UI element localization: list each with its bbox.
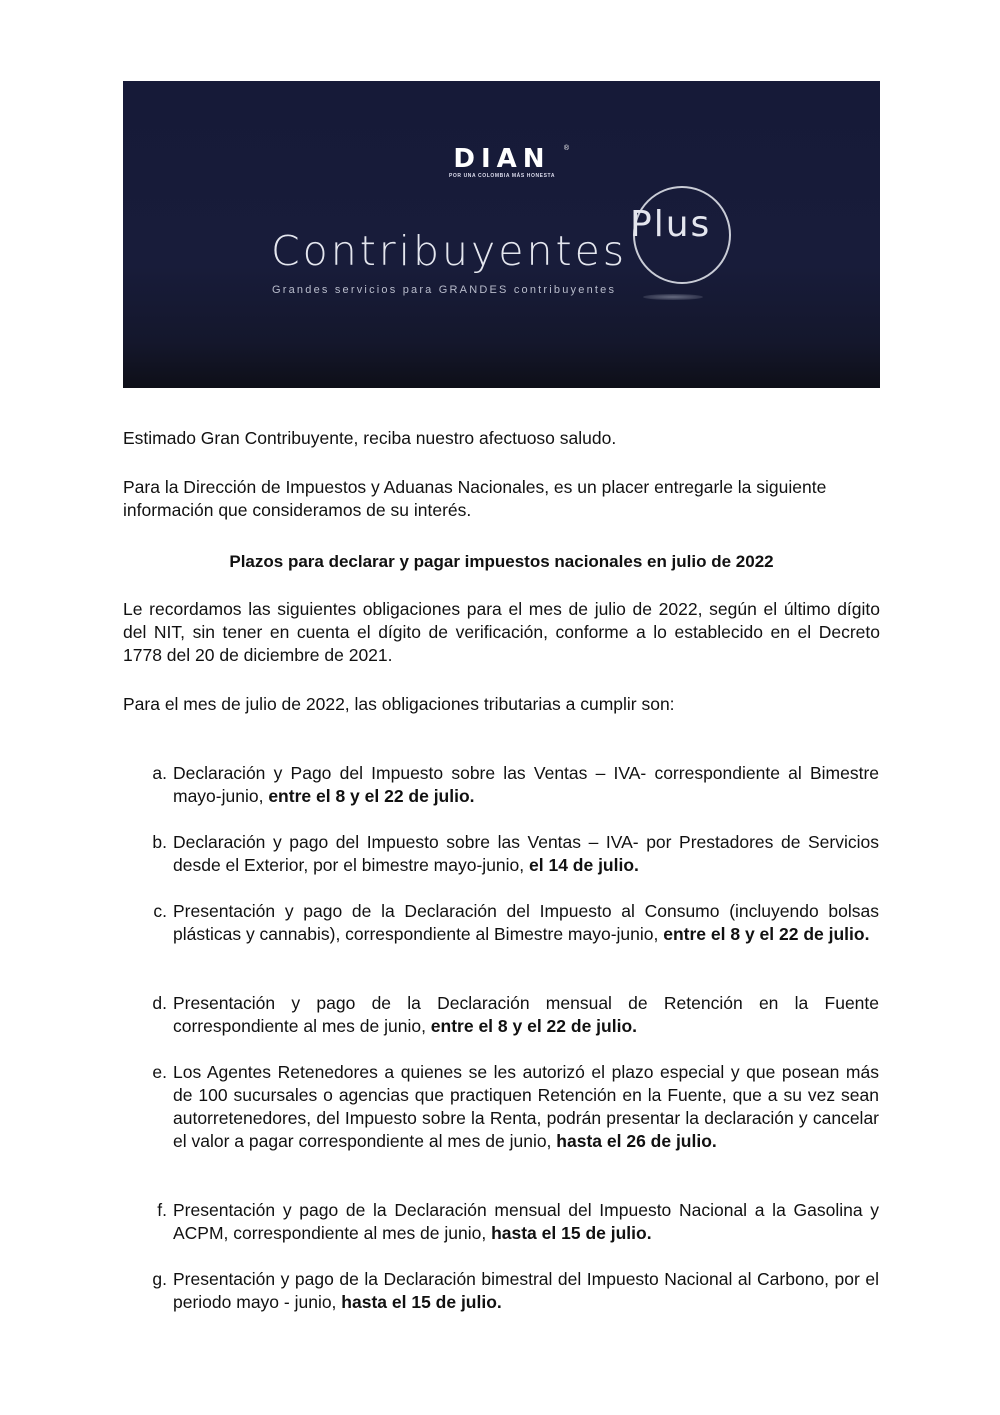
glow-decoration (643, 294, 703, 300)
dian-logo (439, 144, 569, 181)
list-item-d (152, 992, 879, 1038)
list-item-deadline: entre el 8 y el 22 de julio. (663, 924, 870, 944)
section-heading: Plazos para declarar y pagar impuestos nacionales en julio de 2022 (229, 552, 774, 571)
list-item-e (152, 1061, 879, 1153)
list-item-text: Los Agentes Retenedores a quienes se les autorizó el plazo especial y que posean más de 100 sucursales o agencias que practiquen Retención en la Fuente, que a su vez sean autorretenedores, del Impuesto sobre la Renta, podrán presentar la declaración y cancelar el valor a pagar correspondiente al mes de junio, (173, 1062, 879, 1151)
list-item-deadline: entre el 8 y el 22 de julio. (430, 1016, 637, 1036)
banner-title-plus: Plus (630, 204, 712, 245)
list-item-deadline: el 14 de julio. (529, 855, 639, 875)
greeting: Estimado Gran Contribuyente, reciba nuestro afectuoso saludo. (123, 428, 617, 448)
reminder-paragraph: Le recordamos las siguientes obligaciones para el mes de julio de 2022, según el último dígito del NIT, sin tener en cuenta el dígito de verificación, conforme a lo establecido en el Decreto 1778 del 20 de diciembre de 2021. (123, 599, 880, 665)
list-marker: d. (152, 993, 167, 1013)
list-marker: g. (152, 1269, 167, 1289)
list-item-a (152, 762, 879, 808)
list-item-c (153, 900, 879, 946)
banner-title: Contribuyentes (271, 227, 628, 275)
list-item-deadline: hasta el 15 de julio. (491, 1223, 652, 1243)
list-item-text: Presentación y pago de la Declaración del Impuesto al Consumo (incluyendo bolsas plásticas y cannabis), correspondiente al Bimestre mayo-junio, (173, 901, 879, 944)
list-item-text: Declaración y pago del Impuesto sobre las Ventas – IVA- por Prestadores de Servicios desde el Exterior, por el bimestre mayo-junio, (173, 832, 879, 875)
list-item-b (152, 831, 879, 877)
list-item-deadline: hasta el 26 de julio. (556, 1131, 717, 1151)
list-marker: f. (157, 1200, 167, 1220)
dian-logo-tagline: POR UNA COLOMBIA MÁS HONESTA (448, 173, 556, 179)
dian-logo-text: DIAN (453, 144, 551, 174)
registered-mark: ® (563, 145, 569, 152)
intro-paragraph: Para la Dirección de Impuestos y Aduanas Nacionales, es un placer entregarle la siguiente información que consideramos de su interés. (123, 477, 827, 520)
list-item-text: Declaración y Pago del Impuesto sobre las Ventas – IVA- correspondiente al Bimestre mayo-junio, (173, 763, 879, 806)
list-marker: b. (152, 832, 167, 852)
banner-tagline: Grandes servicios para GRANDES contribuyentes (272, 284, 617, 296)
list-item-g (152, 1268, 879, 1314)
list-item-text: Presentación y pago de la Declaración mensual del Impuesto Nacional a la Gasolina y ACPM, correspondiente al mes de junio, (173, 1200, 879, 1243)
list-marker: c. (153, 901, 167, 921)
list-item-deadline: entre el 8 y el 22 de julio. (268, 786, 475, 806)
list-item-f (157, 1199, 879, 1245)
header-banner (123, 81, 880, 388)
list-item-text: Presentación y pago de la Declaración mensual de Retención en la Fuente correspondiente al mes de junio, (173, 993, 879, 1036)
list-item-deadline: hasta el 15 de julio. (341, 1292, 502, 1312)
list-marker: a. (152, 763, 167, 783)
list-item-text: Presentación y pago de la Declaración bimestral del Impuesto Nacional al Carbono, por el periodo mayo - junio, (173, 1269, 879, 1312)
list-intro: Para el mes de julio de 2022, las obligaciones tributarias a cumplir son: (123, 694, 675, 714)
list-marker: e. (152, 1062, 167, 1082)
